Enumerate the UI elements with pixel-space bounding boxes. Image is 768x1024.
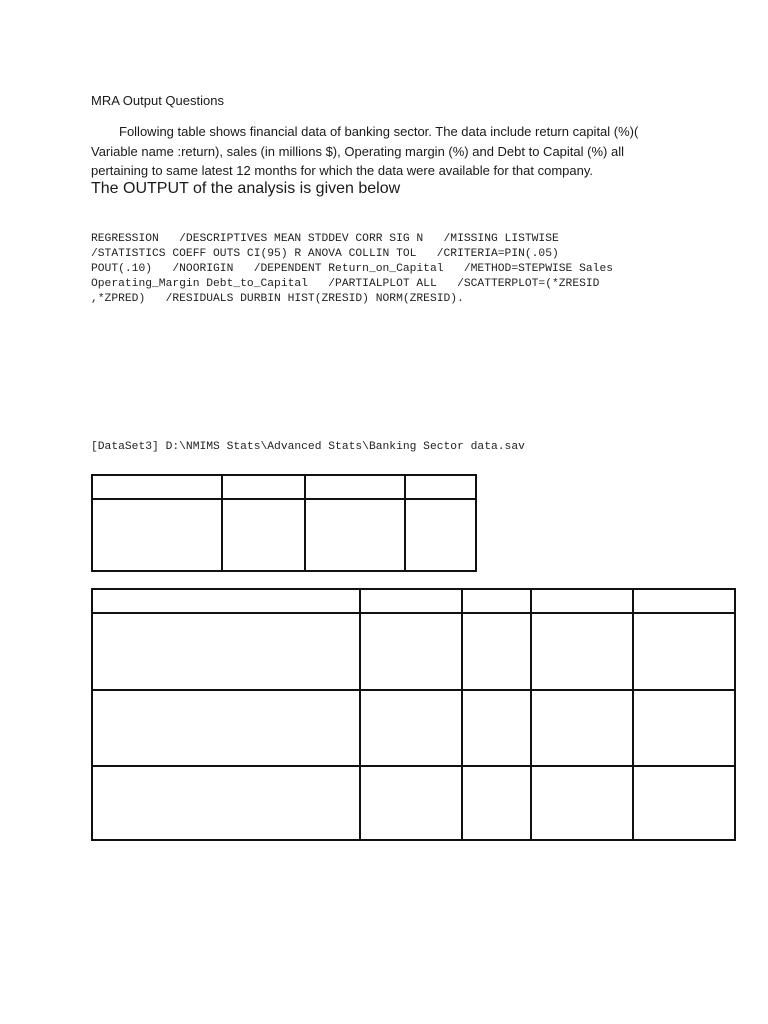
empty-output-table-1 xyxy=(91,474,477,572)
table-cell xyxy=(531,589,633,613)
intro-paragraph xyxy=(91,122,671,181)
table-cell xyxy=(92,613,360,690)
table-cell xyxy=(405,499,476,571)
table-cell xyxy=(360,690,462,766)
document-heading: MRA Output Questions xyxy=(91,93,224,108)
syntax-line: Operating_Margin Debt_to_Capital /PARTIALPLOT ALL /SCATTERPLOT=(*ZRESID xyxy=(91,278,600,290)
table-cell xyxy=(531,690,633,766)
table-cell xyxy=(92,589,360,613)
table-cell xyxy=(462,766,531,840)
regression-syntax xyxy=(91,232,691,307)
table-cell xyxy=(462,613,531,690)
intro-text: Following table shows financial data of banking sector. The data include return capital (%)( Variable name :return), sales (in millions $), Operating margin (%) and Debt to Capital (%) all pertaining to same latest 12 months for which the data were available for that company. xyxy=(91,124,639,178)
table-cell xyxy=(405,475,476,499)
output-title: The OUTPUT of the analysis is given below xyxy=(91,180,401,197)
table-row xyxy=(92,613,735,690)
table-cell xyxy=(92,690,360,766)
table-cell xyxy=(360,766,462,840)
table-cell xyxy=(633,766,735,840)
table-cell xyxy=(92,475,222,499)
table-cell xyxy=(531,766,633,840)
table-cell xyxy=(92,499,222,571)
table-row xyxy=(92,690,735,766)
syntax-line: REGRESSION /DESCRIPTIVES MEAN STDDEV CORR SIG N /MISSING LISTWISE xyxy=(91,233,559,245)
syntax-line: ,*ZPRED) /RESIDUALS DURBIN HIST(ZRESID) NORM(ZRESID). xyxy=(91,293,464,305)
table-header-row xyxy=(92,475,476,499)
table-cell xyxy=(222,475,305,499)
table-cell xyxy=(222,499,305,571)
table-cell xyxy=(462,589,531,613)
table-row xyxy=(92,499,476,571)
table-cell xyxy=(633,589,735,613)
table-cell xyxy=(633,690,735,766)
syntax-line: /STATISTICS COEFF OUTS CI(95) R ANOVA COLLIN TOL /CRITERIA=PIN(.05) xyxy=(91,248,559,260)
table-cell xyxy=(633,613,735,690)
table-cell xyxy=(462,690,531,766)
table-cell xyxy=(360,613,462,690)
table-cell xyxy=(360,589,462,613)
empty-output-table-2 xyxy=(91,588,736,841)
table-row xyxy=(92,766,735,840)
syntax-line: POUT(.10) /NOORIGIN /DEPENDENT Return_on_Capital /METHOD=STEPWISE Sales xyxy=(91,263,614,275)
table-cell xyxy=(92,766,360,840)
table-cell xyxy=(531,613,633,690)
table-header-row xyxy=(92,589,735,613)
dataset-path: [DataSet3] D:\NMIMS Stats\Advanced Stats\Banking Sector data.sav xyxy=(91,441,525,453)
table-cell xyxy=(305,475,405,499)
table-cell xyxy=(305,499,405,571)
